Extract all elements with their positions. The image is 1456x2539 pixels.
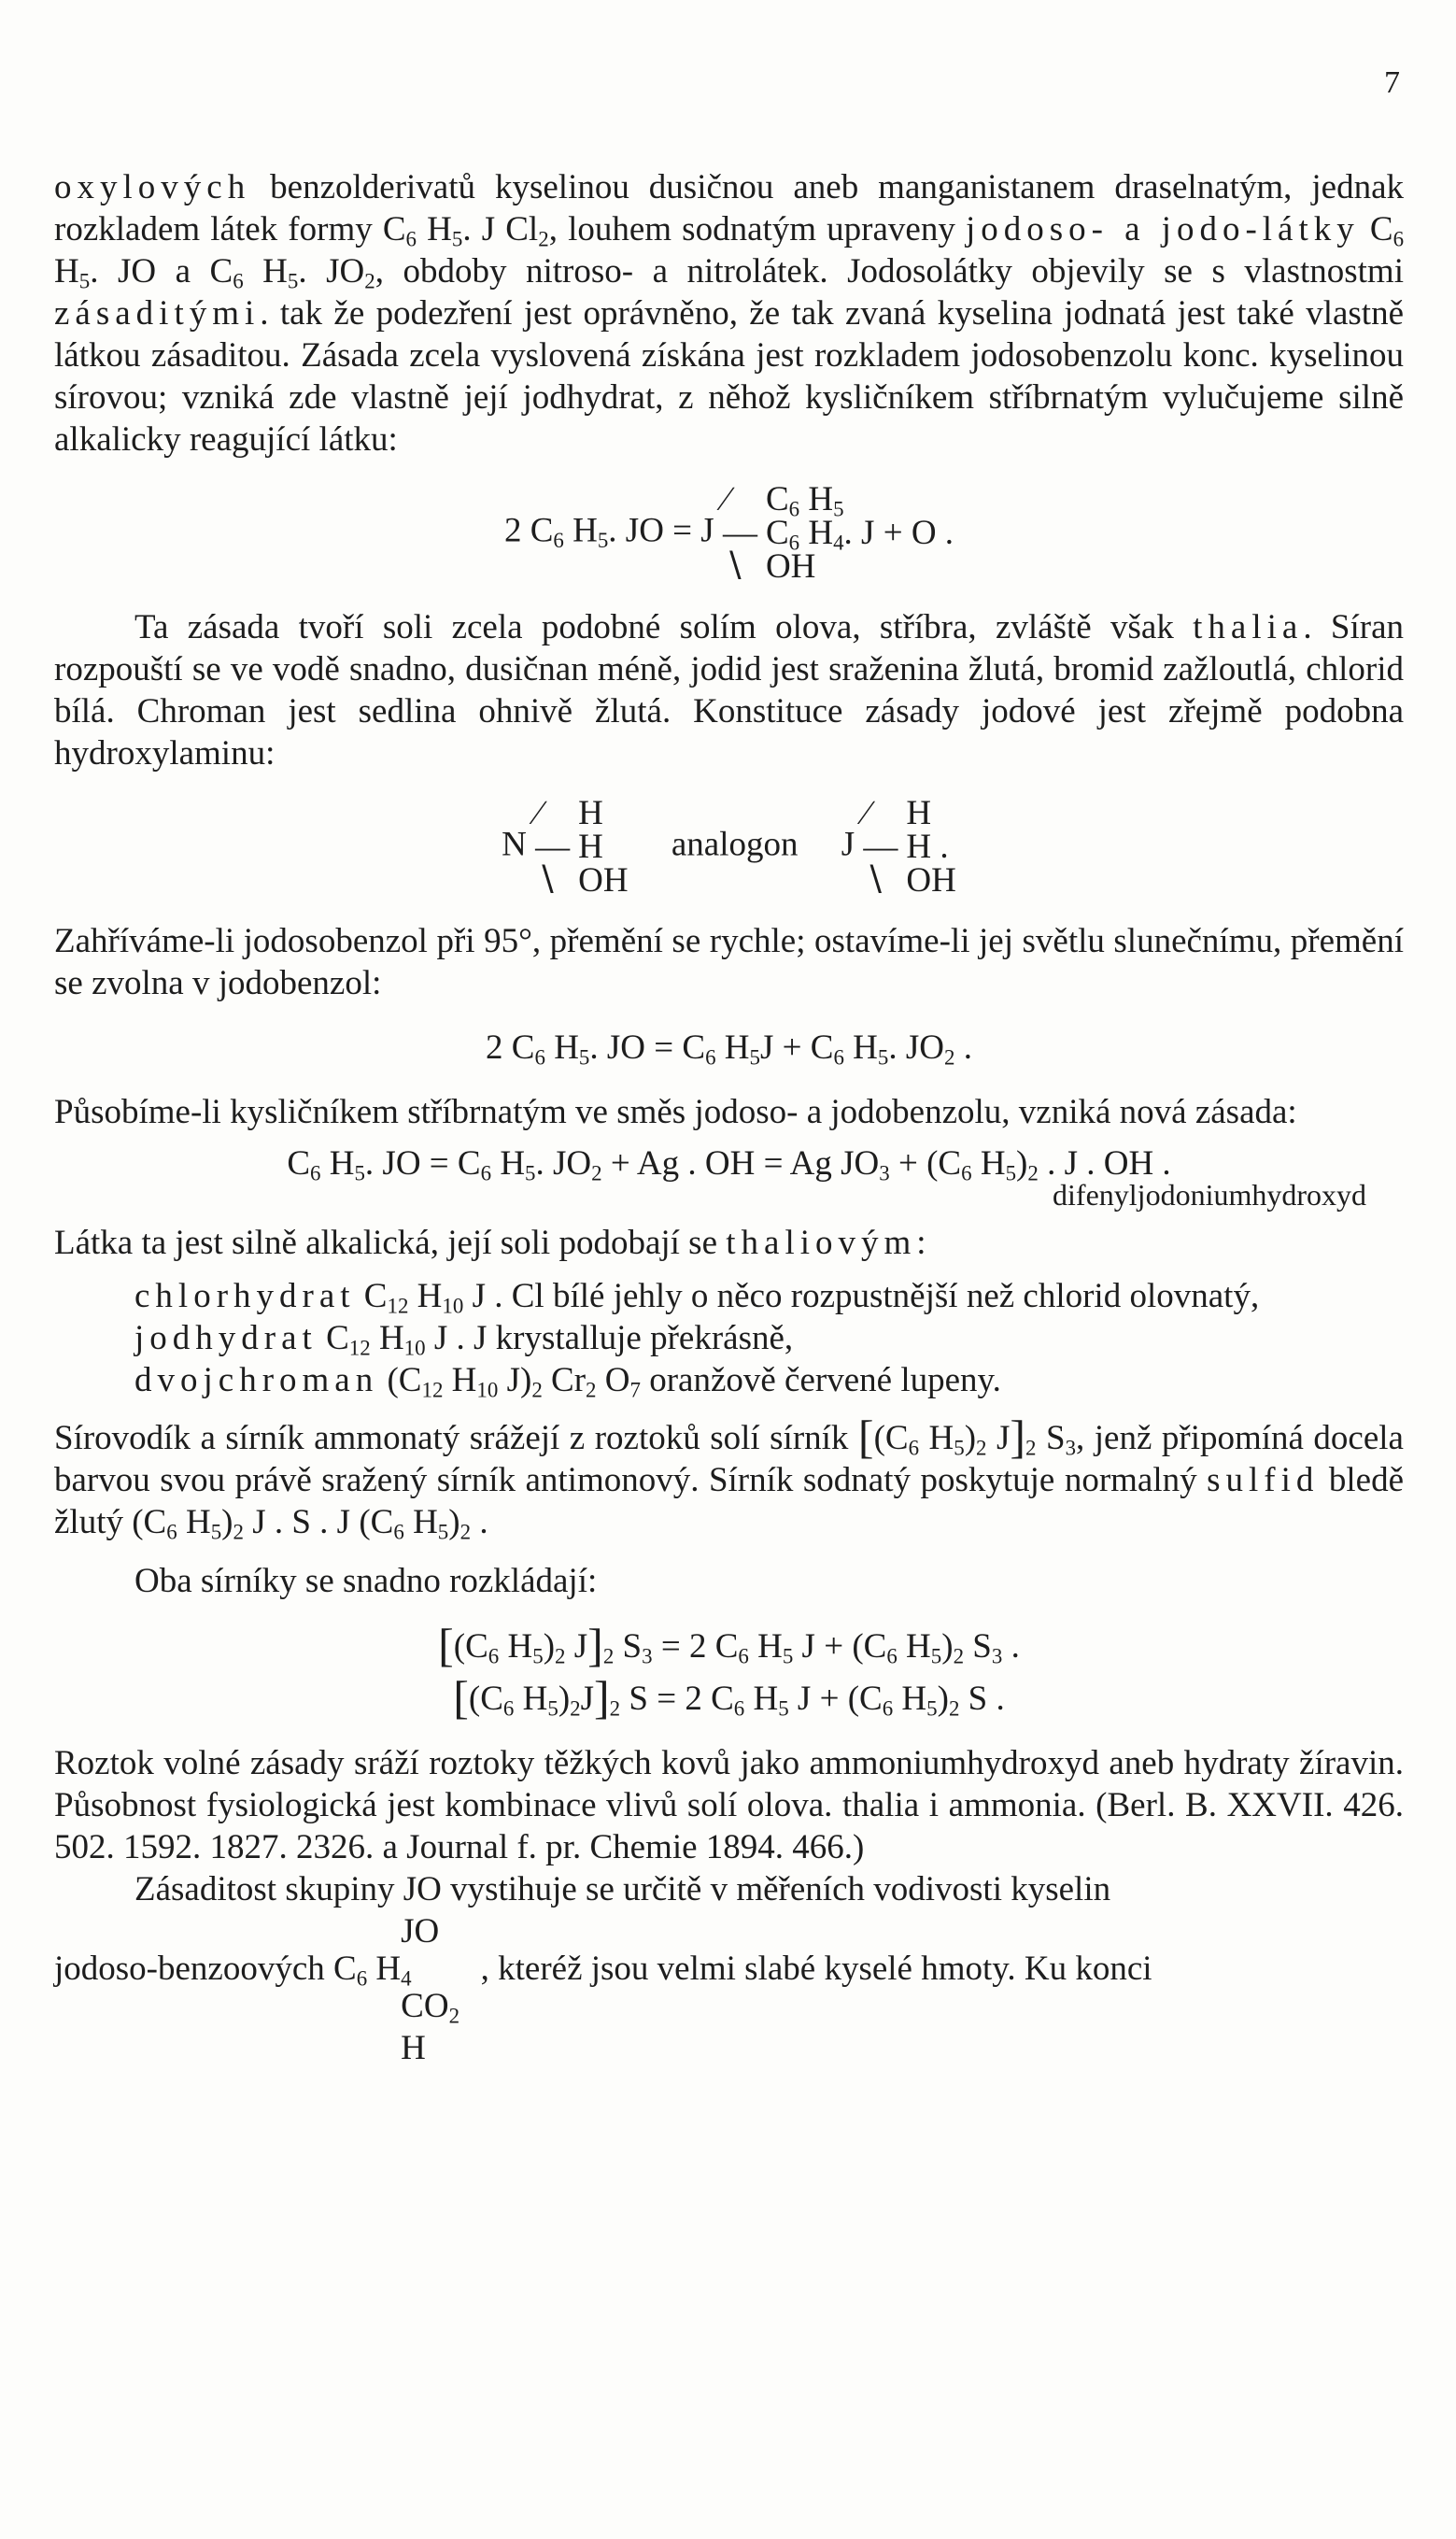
salt-jodhydrat: jodhydrat $C_{12}$ $H_{10}$ J . J krystalluje překrásně, [134,1319,794,1360]
equation-6: [($C_6$ $H_5)_2J]_2$ S = 2 $C_6$ $H_5$ $J + (C_6$ $H_5)_2$ S . [453,1671,1005,1724]
paragraph-6: Sírovodík a sírník ammonatý srážejí z roztoků solí sírník [($C_6$ $H_5)_2$ $J]_2$ $S_3$, jenž připomíná docela barvou svou právě sražený sírník antimonový. Sírník sodnatý poskytuje normalný sulfid bledě žlutý ($C_6$ $H_5)_2$ J . S . J ($C_6$ $H_5)_2$ . [54,1411,1404,1544]
iodine-structure: ∕ $C_6$ $H_5$ — $C_6$ $H_4$. J + O . ∖ OH [722,480,954,586]
paragraph-3: Zahříváme-li jodosobenzol při 95°, přemění se rychle; ostavíme-li jej světlu slunečnímu, přemění se zvolna v jodobenzol: [54,922,1404,1002]
salt-dvojchroman: dvojchroman ($C_{12}$ $H_{10}$ $J)_2$ $Cr_2$ $O_7$ oranžově červené lupeny. [134,1361,1001,1402]
paragraph-8: Roztok volné zásady sráží roztoky těžkých kovů jako ammoniumhydroxyd aneb hydraty žíravin. Působnost fysiologická jest kombinace vlivů solí olova. thalia i ammonia. (Berl. B. XXVII. 426. 502. 1592. 1827. 2326. a Journal f. pr. Chemie 1894. 466.) [54,1744,1404,1867]
salt-chlorhydrat: chlorhydrat $C_{12}$ $H_{10}$ J . Cl bílé jehly o něco rozpustnější než chlorid olovnatý, [134,1277,1260,1318]
equation-1: 2 $C_6$ $H_5$. JO = J ∕ $C_6$ $H_5$ — $C_6$ $H_4$. J + O . ∖ OH [503,480,954,586]
page-text [54,166,1405,2068]
paragraph-2: Ta zásada tvoří soli zcela podobné solím olova, stříbra, zvláště však thalia. Síran rozpouští se ve vodě snadno, dusičnan méně, jodid jest sraženina žlutá, bromid zažloutlá, chlorid bílá. Chroman jest sedlina ohnivě žlutá. Konstituce zásady jodové jest zřejmě podobna hydroxylaminu: [54,608,1404,773]
page-number: 7 [1384,65,1400,100]
equation-4: $C_6$ $H_5$. JO = $C_6$ $H_5$. $JO_2 + Ag$ . OH = Ag $JO_3 + (C_6$ $H_5)_2$ . J . OH . [287,1144,1171,1185]
paragraph-5: Látka ta jest silně alkalická, její soli podobají se thaliovým: [54,1224,926,1262]
equation-2: N ∕ H — H ∖ OH analogon J ∕ H — H . ∖ OH [502,794,956,900]
paragraph-4: Působíme-li kysličníkem stříbrnatým ve směs jodoso- a jodobenzolu, vzniká nová zásada: [54,1093,1297,1131]
paragraph-9: Zásaditost skupiny JO vystihuje se určitě v měřeních vodivosti kyselin [134,1870,1111,1909]
equation-3: 2 $C_6$ $H_5$. JO = $C_6$ $H_5J + C_6$ $H_5$. $JO_2$ . [486,1028,972,1070]
compound-name-note: difenyljodoniumhydroxyd [1053,1178,1366,1212]
equation-5: [($C_6$ $H_5)_2$ $J]_2$ $S_3 = 2$ $C_6$ $H_5$ $J + (C_6$ $H_5)_2$ $S_3$ . [438,1619,1020,1672]
paragraph-9-continued: jodoso-benzoových $C_6$ $H_4$ JO $CO_2$ H , kteréž jsou velmi slabé kyselé hmoty. Ku konci [54,1912,1152,2068]
paragraph-1: oxylových benzolderivatů kyselinou dusičnou aneb manganistanem draselnatým, jednak rozkladem látek formy $C_6$ $H_5$. J $Cl_2$, louhem sodnatým upraveny jodoso- a jodo-látky $C_6$ $H_5$. JO a $C_6$ $H_5$. $JO_2$, obdoby nitroso- a nitrolátek. Jodosolátky objevily se s vlastnostmi zásaditými. tak že podezření jest oprávněno, že tak zvaná kyselina jodnatá jest také vlastně látkou zásaditou. Zásada zcela vyslovená získána jest rozkladem jodosobenzolu konc. kyselinou sírovou; vzniká zde vlastně její jodhydrat, z něhož kysličníkem stříbrnatým vylučujeme silně alkalicky reagující látku: [54,168,1405,459]
salts-list [54,1275,1404,1401]
paragraph-7: Oba sírníky se snadno rozkládají: [134,1562,598,1601]
